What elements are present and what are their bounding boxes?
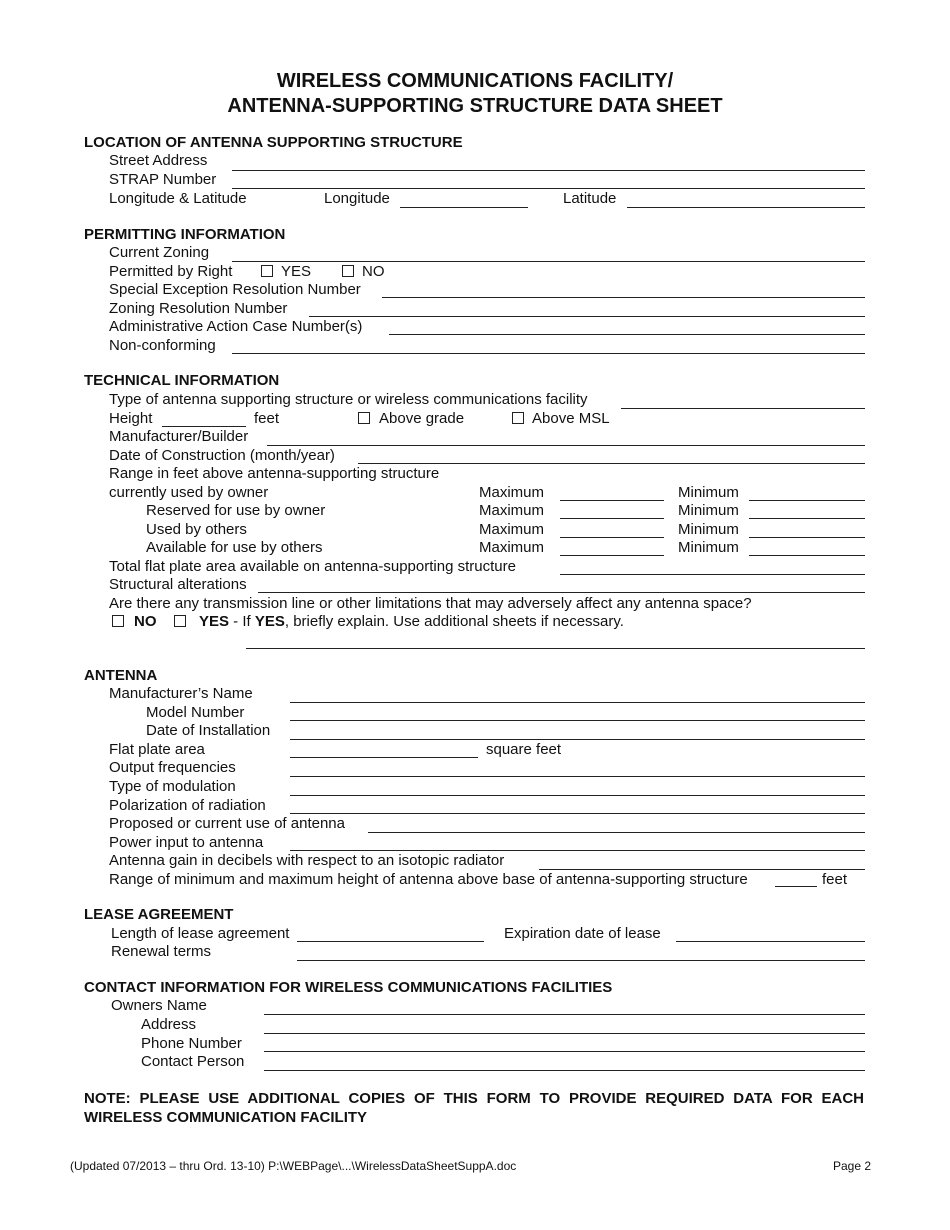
strap-number-label: STRAP Number [109, 171, 217, 188]
above-grade-checkbox[interactable] [358, 412, 370, 424]
limitations-yes-label: YES [199, 613, 230, 630]
height-label: Height [109, 410, 153, 427]
range-row-min-field[interactable] [749, 555, 865, 556]
polarization-field[interactable] [290, 813, 865, 814]
contact-person-label: Contact Person [141, 1053, 245, 1070]
above-msl-label: Above MSL [532, 410, 610, 427]
permitting-heading: PERMITTING INFORMATION [84, 226, 286, 243]
structural-alterations-field[interactable] [258, 592, 865, 593]
range-row-label: Used by others [146, 521, 247, 538]
manufacturer-name-label: Manufacturer’s Name [109, 685, 253, 702]
manufacturer-name-field[interactable] [290, 702, 865, 703]
manufacturer-builder-label: Manufacturer/Builder [109, 428, 249, 445]
owners-name-field[interactable] [264, 1014, 865, 1015]
page-title-line2: ANTENNA-SUPPORTING STRUCTURE DATA SHEET [227, 95, 723, 117]
structural-alterations-label: Structural alterations [109, 576, 247, 593]
admin-action-label: Administrative Action Case Number(s) [109, 318, 363, 335]
admin-action-field[interactable] [389, 334, 865, 335]
range-row-max-label: Maximum [479, 539, 545, 556]
zoning-resolution-field[interactable] [309, 316, 865, 317]
lease-heading: LEASE AGREEMENT [84, 906, 234, 923]
special-exception-field[interactable] [382, 297, 865, 298]
gain-field[interactable] [539, 869, 865, 870]
above-grade-label: Above grade [379, 410, 465, 427]
current-zoning-field[interactable] [232, 261, 865, 262]
modulation-label: Type of modulation [109, 778, 236, 795]
address-label: Address [141, 1016, 197, 1033]
latitude-field[interactable] [627, 207, 865, 208]
range-row-label: Available for use by others [146, 539, 323, 556]
renewal-terms-field[interactable] [297, 960, 865, 961]
address-field[interactable] [264, 1033, 865, 1034]
owners-name-label: Owners Name [111, 997, 207, 1014]
range-row-max-field[interactable] [560, 500, 664, 501]
model-number-label: Model Number [146, 704, 245, 721]
street-address-field[interactable] [232, 170, 865, 171]
date-installation-label: Date of Installation [146, 722, 271, 739]
contact-person-field[interactable] [264, 1070, 865, 1071]
limitations-if-prefix: - If [229, 613, 255, 630]
limitations-if-suffix: , briefly explain. Use additional sheets if necessary. [284, 613, 624, 630]
above-msl-checkbox[interactable] [512, 412, 524, 424]
permitted-no-label: NO [362, 263, 385, 280]
limitations-yes-text [199, 613, 624, 630]
date-construction-field[interactable] [358, 463, 865, 464]
long-lat-label: Longitude & Latitude [109, 190, 247, 207]
flat-plate-total-label: Total flat plate area available on antenna-supporting structure [109, 558, 516, 575]
proposed-use-field[interactable] [368, 832, 865, 833]
range-row-min-label: Minimum [678, 502, 739, 519]
range-row-min-field[interactable] [749, 537, 865, 538]
model-number-field[interactable] [290, 720, 865, 721]
longitude-field[interactable] [400, 207, 528, 208]
height-feet-label: feet [254, 410, 280, 427]
range-row-max-label: Maximum [479, 521, 545, 538]
output-frequencies-label: Output frequencies [109, 759, 236, 776]
polarization-label: Polarization of radiation [109, 797, 266, 814]
power-input-field[interactable] [290, 850, 865, 851]
range-row-min-label: Minimum [678, 521, 739, 538]
limitations-yes-checkbox[interactable] [174, 615, 186, 627]
latitude-label: Latitude [563, 190, 617, 207]
flat-plate-area-field[interactable] [290, 757, 478, 758]
range-row-max-field[interactable] [560, 537, 664, 538]
type-of-structure-field[interactable] [621, 408, 865, 409]
permitted-no-checkbox[interactable] [342, 265, 354, 277]
limitations-no-checkbox[interactable] [112, 615, 124, 627]
footer-page-number: Page 2 [833, 1159, 872, 1173]
flat-plate-area-label: Flat plate area [109, 741, 205, 758]
note-text: NOTE: PLEASE USE ADDITIONAL COPIES OF THIS FORM TO PROVIDE REQUIRED DATA FOR EACH WIRELESS COMMUNICATION FACILITY [84, 1090, 864, 1126]
range-height-label: Range of minimum and maximum height of antenna above base of antenna-supporting structure [109, 871, 748, 888]
range-row-min-field[interactable] [749, 500, 865, 501]
range-row-max-field[interactable] [560, 555, 664, 556]
phone-number-label: Phone Number [141, 1035, 242, 1052]
non-conforming-label: Non-conforming [109, 337, 216, 354]
location-heading: LOCATION OF ANTENNA SUPPORTING STRUCTURE [84, 134, 463, 151]
lease-expiration-field[interactable] [676, 941, 865, 942]
range-row-max-label: Maximum [479, 502, 545, 519]
power-input-label: Power input to antenna [109, 834, 264, 851]
range-row-min-field[interactable] [749, 518, 865, 519]
range-row-label: Reserved for use by owner [146, 502, 326, 519]
strap-number-field[interactable] [232, 188, 865, 189]
range-row-label: currently used by owner [109, 484, 269, 501]
permitted-yes-label: YES [281, 263, 312, 280]
flat-plate-total-field[interactable] [560, 574, 865, 575]
lease-length-field[interactable] [297, 941, 484, 942]
special-exception-label: Special Exception Resolution Number [109, 281, 361, 298]
range-row-max-field[interactable] [560, 518, 664, 519]
square-feet-label: square feet [486, 741, 562, 758]
page-title-line1: WIRELESS COMMUNICATIONS FACILITY/ [276, 70, 674, 92]
phone-number-field[interactable] [264, 1051, 865, 1052]
type-of-structure-label: Type of antenna supporting structure or wireless communications facility [109, 391, 588, 408]
manufacturer-builder-field[interactable] [267, 445, 865, 446]
limitations-if-yes: YES [254, 613, 285, 630]
non-conforming-field[interactable] [232, 353, 865, 354]
range-row-max-label: Maximum [479, 484, 545, 501]
lease-expiration-label: Expiration date of lease [504, 925, 661, 942]
range-row-min-label: Minimum [678, 539, 739, 556]
range-row-min-label: Minimum [678, 484, 739, 501]
current-zoning-label: Current Zoning [109, 244, 210, 261]
limitations-explain-field[interactable] [246, 648, 865, 649]
permitted-yes-checkbox[interactable] [261, 265, 273, 277]
height-field[interactable] [162, 426, 246, 427]
antenna-heading: ANTENNA [84, 667, 158, 684]
range-label: Range in feet above antenna-supporting structure [109, 465, 440, 482]
limitations-no-label: NO [134, 613, 157, 630]
range-height-field[interactable] [775, 886, 817, 887]
footer-updated: (Updated 07/2013 – thru Ord. 13-10) P:\WEBPage\...\WirelessDataSheetSuppA.doc [70, 1159, 517, 1173]
renewal-terms-label: Renewal terms [111, 943, 212, 960]
date-installation-field[interactable] [290, 739, 865, 740]
modulation-field[interactable] [290, 795, 865, 796]
proposed-use-label: Proposed or current use of antenna [109, 815, 345, 832]
permitted-by-right-label: Permitted by Right [109, 263, 233, 280]
lease-length-label: Length of lease agreement [111, 925, 290, 942]
longitude-label: Longitude [324, 190, 390, 207]
street-address-label: Street Address [109, 152, 208, 169]
technical-heading: TECHNICAL INFORMATION [84, 372, 280, 389]
zoning-resolution-label: Zoning Resolution Number [109, 300, 288, 317]
output-frequencies-field[interactable] [290, 776, 865, 777]
gain-label: Antenna gain in decibels with respect to an isotopic radiator [109, 852, 505, 869]
date-construction-label: Date of Construction (month/year) [109, 447, 335, 464]
limitations-question: Are there any transmission line or other limitations that may adversely affect any antenna space? [109, 595, 752, 612]
contact-heading: CONTACT INFORMATION FOR WIRELESS COMMUNICATIONS FACILITIES [84, 979, 613, 996]
range-height-feet-label: feet [822, 871, 848, 888]
